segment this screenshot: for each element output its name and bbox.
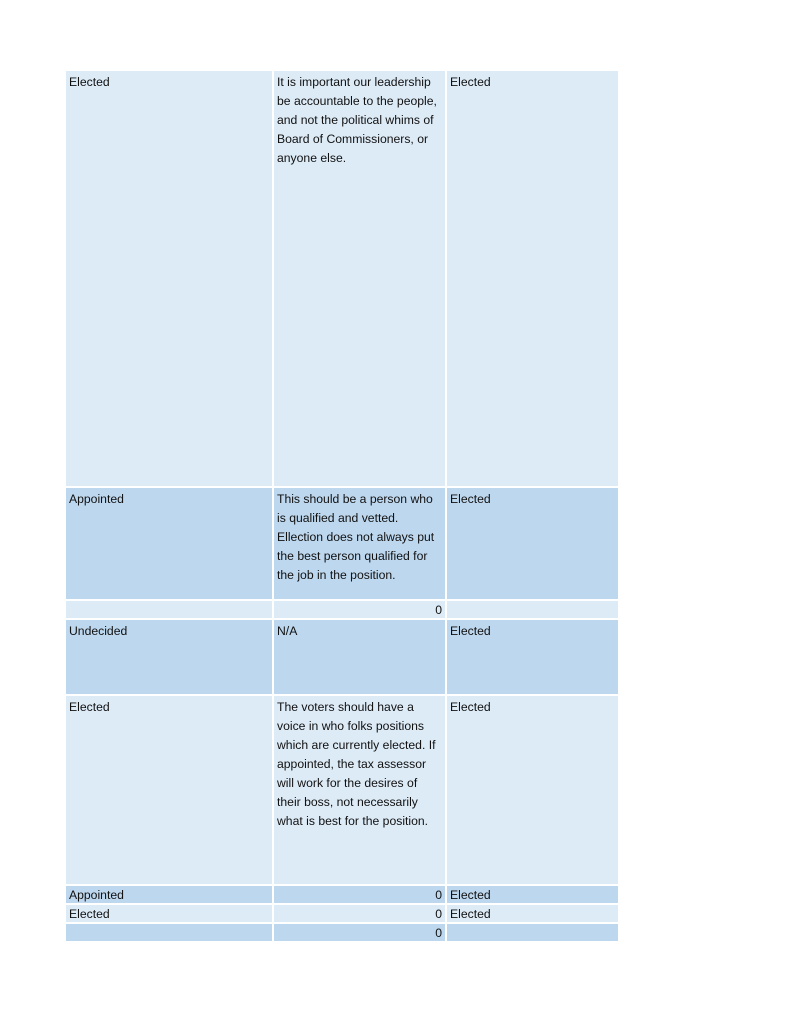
table-cell-choice: Elected: [447, 905, 618, 922]
table-cell-comment: The voters should have a voice in who folks positions which are currently elected. If appointed, the tax assessor will work for the desires of their boss, not necessarily what is best for the position.: [274, 696, 445, 884]
table-cell-choice: [447, 601, 618, 618]
table-cell-choice: Appointed: [66, 886, 272, 903]
table-cell-comment: This should be a person who is qualified and vetted. Ellection does not always put the best person qualified for the job in the position.: [274, 488, 445, 599]
table-cell-choice: [66, 924, 272, 941]
table-cell-choice: Elected: [447, 886, 618, 903]
table-cell-comment: It is important our leadership be accountable to the people, and not the political whims of Board of Commissioners, or anyone else.: [274, 71, 445, 486]
table-cell-choice: Elected: [447, 488, 618, 599]
table-cell-choice: [66, 601, 272, 618]
table-cell-comment: N/A: [274, 620, 445, 694]
table-cell-choice: Elected: [66, 905, 272, 922]
table-cell-comment: 0: [274, 886, 445, 903]
response-table: [66, 71, 614, 941]
table-cell-comment: 0: [274, 601, 445, 618]
table-cell-choice: Elected: [447, 620, 618, 694]
table-cell-choice: Appointed: [66, 488, 272, 599]
table-cell-choice: Elected: [447, 71, 618, 486]
table-cell-choice: Elected: [447, 696, 618, 884]
table-cell-choice: Elected: [66, 71, 272, 486]
table-cell-choice: Undecided: [66, 620, 272, 694]
table-cell-choice: [447, 924, 618, 941]
table-cell-choice: Elected: [66, 696, 272, 884]
table-cell-comment: 0: [274, 924, 445, 941]
table-cell-comment: 0: [274, 905, 445, 922]
